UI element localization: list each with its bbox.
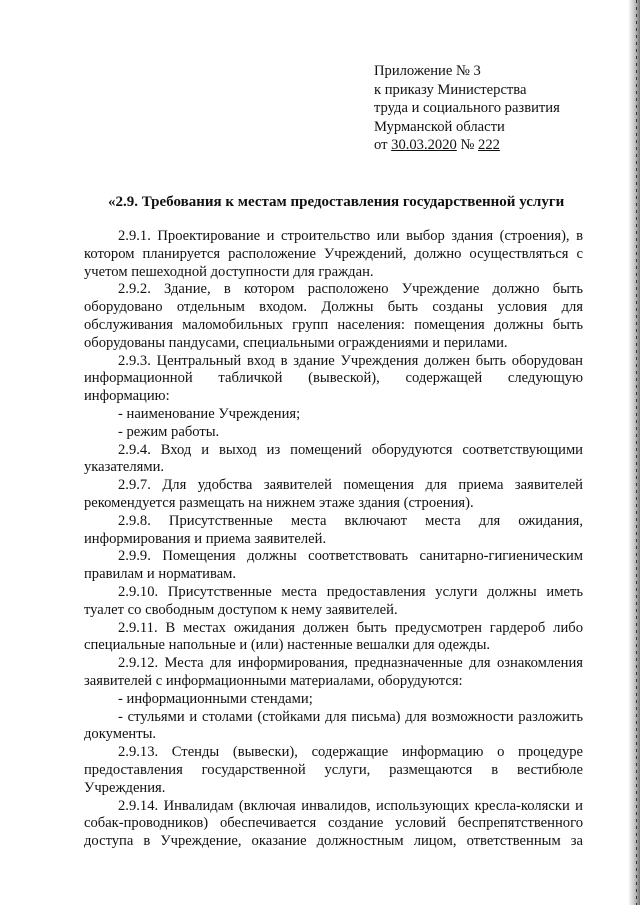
paragraph-2-9-12: 2.9.12. Места для информирования, предназначенные для ознакомления заявителей с информационными материалами, оборудуются: <box>84 655 583 689</box>
annex-header <box>374 62 614 155</box>
paragraph-2-9-3: 2.9.3. Центральный вход в здание Учреждения должен быть оборудован информационной табличкой (вывеской), содержащей следующую информацию: <box>84 352 583 405</box>
paragraph-2-9-8: 2.9.8. Присутственные места включают места для ожидания, информирования и приема заявителей. <box>84 512 583 547</box>
order-date: 30.03.2020 <box>391 137 457 153</box>
paragraph-2-9-1: 2.9.1. Проектирование и строительство или выбор здания (строения), в котором планируется расположение Учреждений, должно осуществляться с учетом пешеходной доступности для граждан. <box>84 228 583 280</box>
scan-edge <box>628 0 640 905</box>
paragraph-2-9-2: 2.9.2. Здание, в котором расположено Учреждение должно быть оборудовано отдельным входом. Должны быть созданы условия для обслуживания маломобильных групп населения: помещения должны быть оборудованы пандусами, специальными ограждениями и перилами. <box>84 281 583 351</box>
paragraph-2-9-14: 2.9.14. Инвалидам (включая инвалидов, использующих кресла-коляски и собак-проводников) обеспечивается создание условий беспрепятственного доступа в Учреждение, оказание должностным лицом, ответственным за <box>84 797 583 850</box>
paragraph-2-9-10: 2.9.10. Присутственные места предоставления услуги должны иметь туалет со свободным доступом к нему заявителей. <box>84 583 583 618</box>
annex-line-4: Мурманской области <box>374 118 505 135</box>
annex-date-line <box>374 136 614 155</box>
paragraph-2-9-9: 2.9.9. Помещения должны соответствовать санитарно-гигиеническим правилам и нормативам. <box>84 548 583 583</box>
list-item: - наименование Учреждения; <box>118 405 301 422</box>
list-item: - информационными стендами; <box>118 690 313 707</box>
section-title: «2.9. Требования к местам предоставления государственной услуги <box>108 194 565 210</box>
annex-line-3: труда и социального развития <box>374 100 560 116</box>
paragraph-2-9-13: 2.9.13. Стенды (вывески), содержащие информацию о процедуре предоставления государственной услуги, размещаются в вестибюле Учреждения. <box>84 744 583 796</box>
paragraph-2-9-4: 2.9.4. Вход и выход из помещений оборудуются соответствующими указателями. <box>84 441 583 476</box>
list-item: - стульями и столами (стойками для письма) для возможности разложить документы. <box>84 708 583 743</box>
paragraph-2-9-11: 2.9.11. В местах ожидания должен быть предусмотрен гардероб либо специальные напольные и (или) настенные вешалки для одежды. <box>84 619 583 654</box>
annex-line-2: к приказу Министерства <box>374 81 527 98</box>
date-prefix: от <box>374 137 392 153</box>
order-number: 222 <box>478 137 500 153</box>
paragraph-2-9-7: 2.9.7. Для удобства заявителей помещения для приема заявителей рекомендуется размещать на нижнем этаже здания (строения). <box>84 477 583 511</box>
document-body <box>84 228 583 851</box>
list-item: - режим работы. <box>118 423 220 440</box>
annex-line-1: Приложение № 3 <box>374 63 481 79</box>
number-prefix: № <box>456 137 479 153</box>
